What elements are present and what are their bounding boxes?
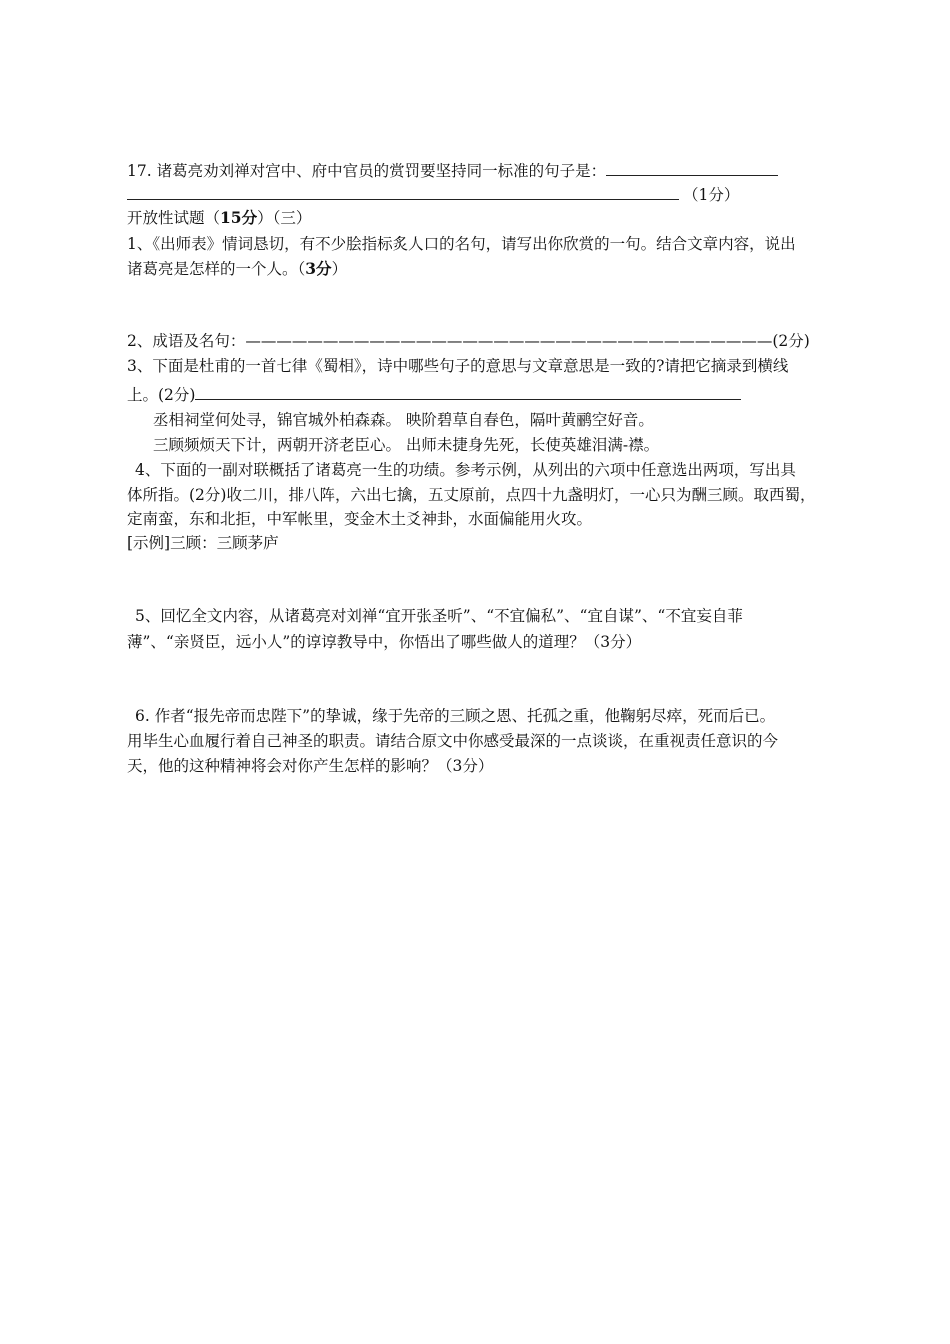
q1-text: 诸葛亮是怎样的一个人。（ [127, 260, 306, 278]
q6-line3: 天，他的这种精神将会对你产生怎样的影响？（3分） [127, 757, 494, 775]
section-title-part: ）（三） [257, 209, 312, 227]
q17-answer-blank-1[interactable] [606, 160, 778, 176]
q1-line2 [127, 259, 347, 279]
q6-line1: 6. 作者“报先帝而忠陛下”的挚诚，缘于先帝的三顾之恩、托孤之重，他鞠躬尽瘁，死而后已。 [135, 707, 776, 725]
q5-line2: 薄”、“亲贤臣，远小人”的谆谆教导中，你悟出了哪些做人的道理？（3分） [127, 633, 642, 651]
q6-line2: 用毕生心血履行着自己神圣的职责。请结合原文中你感受最深的一点谈谈，在重视责任意识的今 [127, 732, 779, 750]
q3-text: 上。(2分) [127, 386, 196, 404]
q3-answer-blank[interactable] [195, 384, 741, 400]
q17-answer-blank-2[interactable] [127, 184, 679, 200]
q4-line2: 体所指。(2分)收二川，排八阵，六出七擒，五丈原前，点四十九盏明灯，一心只为酬三顾。取西蜀， [127, 486, 816, 504]
q4-line3: 定南蛮，东和北拒，中军帐里，变金木土爻神卦，水面偏能用火攻。 [127, 510, 593, 528]
q2-line1: 2、成语及名句：——————————————————————————————————(2分) [127, 332, 810, 350]
section-score: 15分 [220, 208, 258, 227]
q4-line1: 4、下面的一副对联概括了诸葛亮一生的功绩。参考示例，从列出的六项中任意选出两项，写出具 [135, 461, 796, 479]
q17-score: （1分） [683, 186, 740, 204]
section-title-part: 开放性试题（ [127, 209, 221, 227]
q3-line1: 3、下面是杜甫的一首七律《蜀相》，诗中哪些句子的意思与文章意思是一致的?请把它摘录到横线 [127, 357, 789, 375]
q3-line2 [127, 384, 741, 405]
q1-text-end: ） [331, 260, 348, 278]
q17-text: 17. 诸葛亮劝刘禅对宫中、府中官员的赏罚要坚持同一标准的句子是： [127, 162, 607, 180]
q4-example: [示例]三顾：三顾茅庐 [127, 534, 279, 552]
q3-poem-line1: 丞相祠堂何处寻，锦官城外柏森森。 映阶碧草自春色，隔叶黄鹂空好音。 [153, 411, 654, 429]
q1-score: 3分 [305, 259, 332, 278]
section-heading [127, 208, 311, 228]
q17-line2 [127, 184, 739, 205]
q17-line1 [127, 160, 778, 181]
q1-line1: 1、《出师表》情词恳切，有不少脍指标炙人口的名句，请写出你欣赏的一句。结合文章内容，说出 [127, 235, 796, 253]
q5-line1: 5、回忆全文内容，从诸葛亮对刘禅“宜开张圣听”、“不宜偏私”、“宜自谋”、“不宜妄自菲 [135, 607, 743, 625]
q3-poem-line2: 三顾频烦天下计，两朝开济老臣心。 出师未捷身先死，长使英雄泪满-襟。 [153, 436, 660, 454]
